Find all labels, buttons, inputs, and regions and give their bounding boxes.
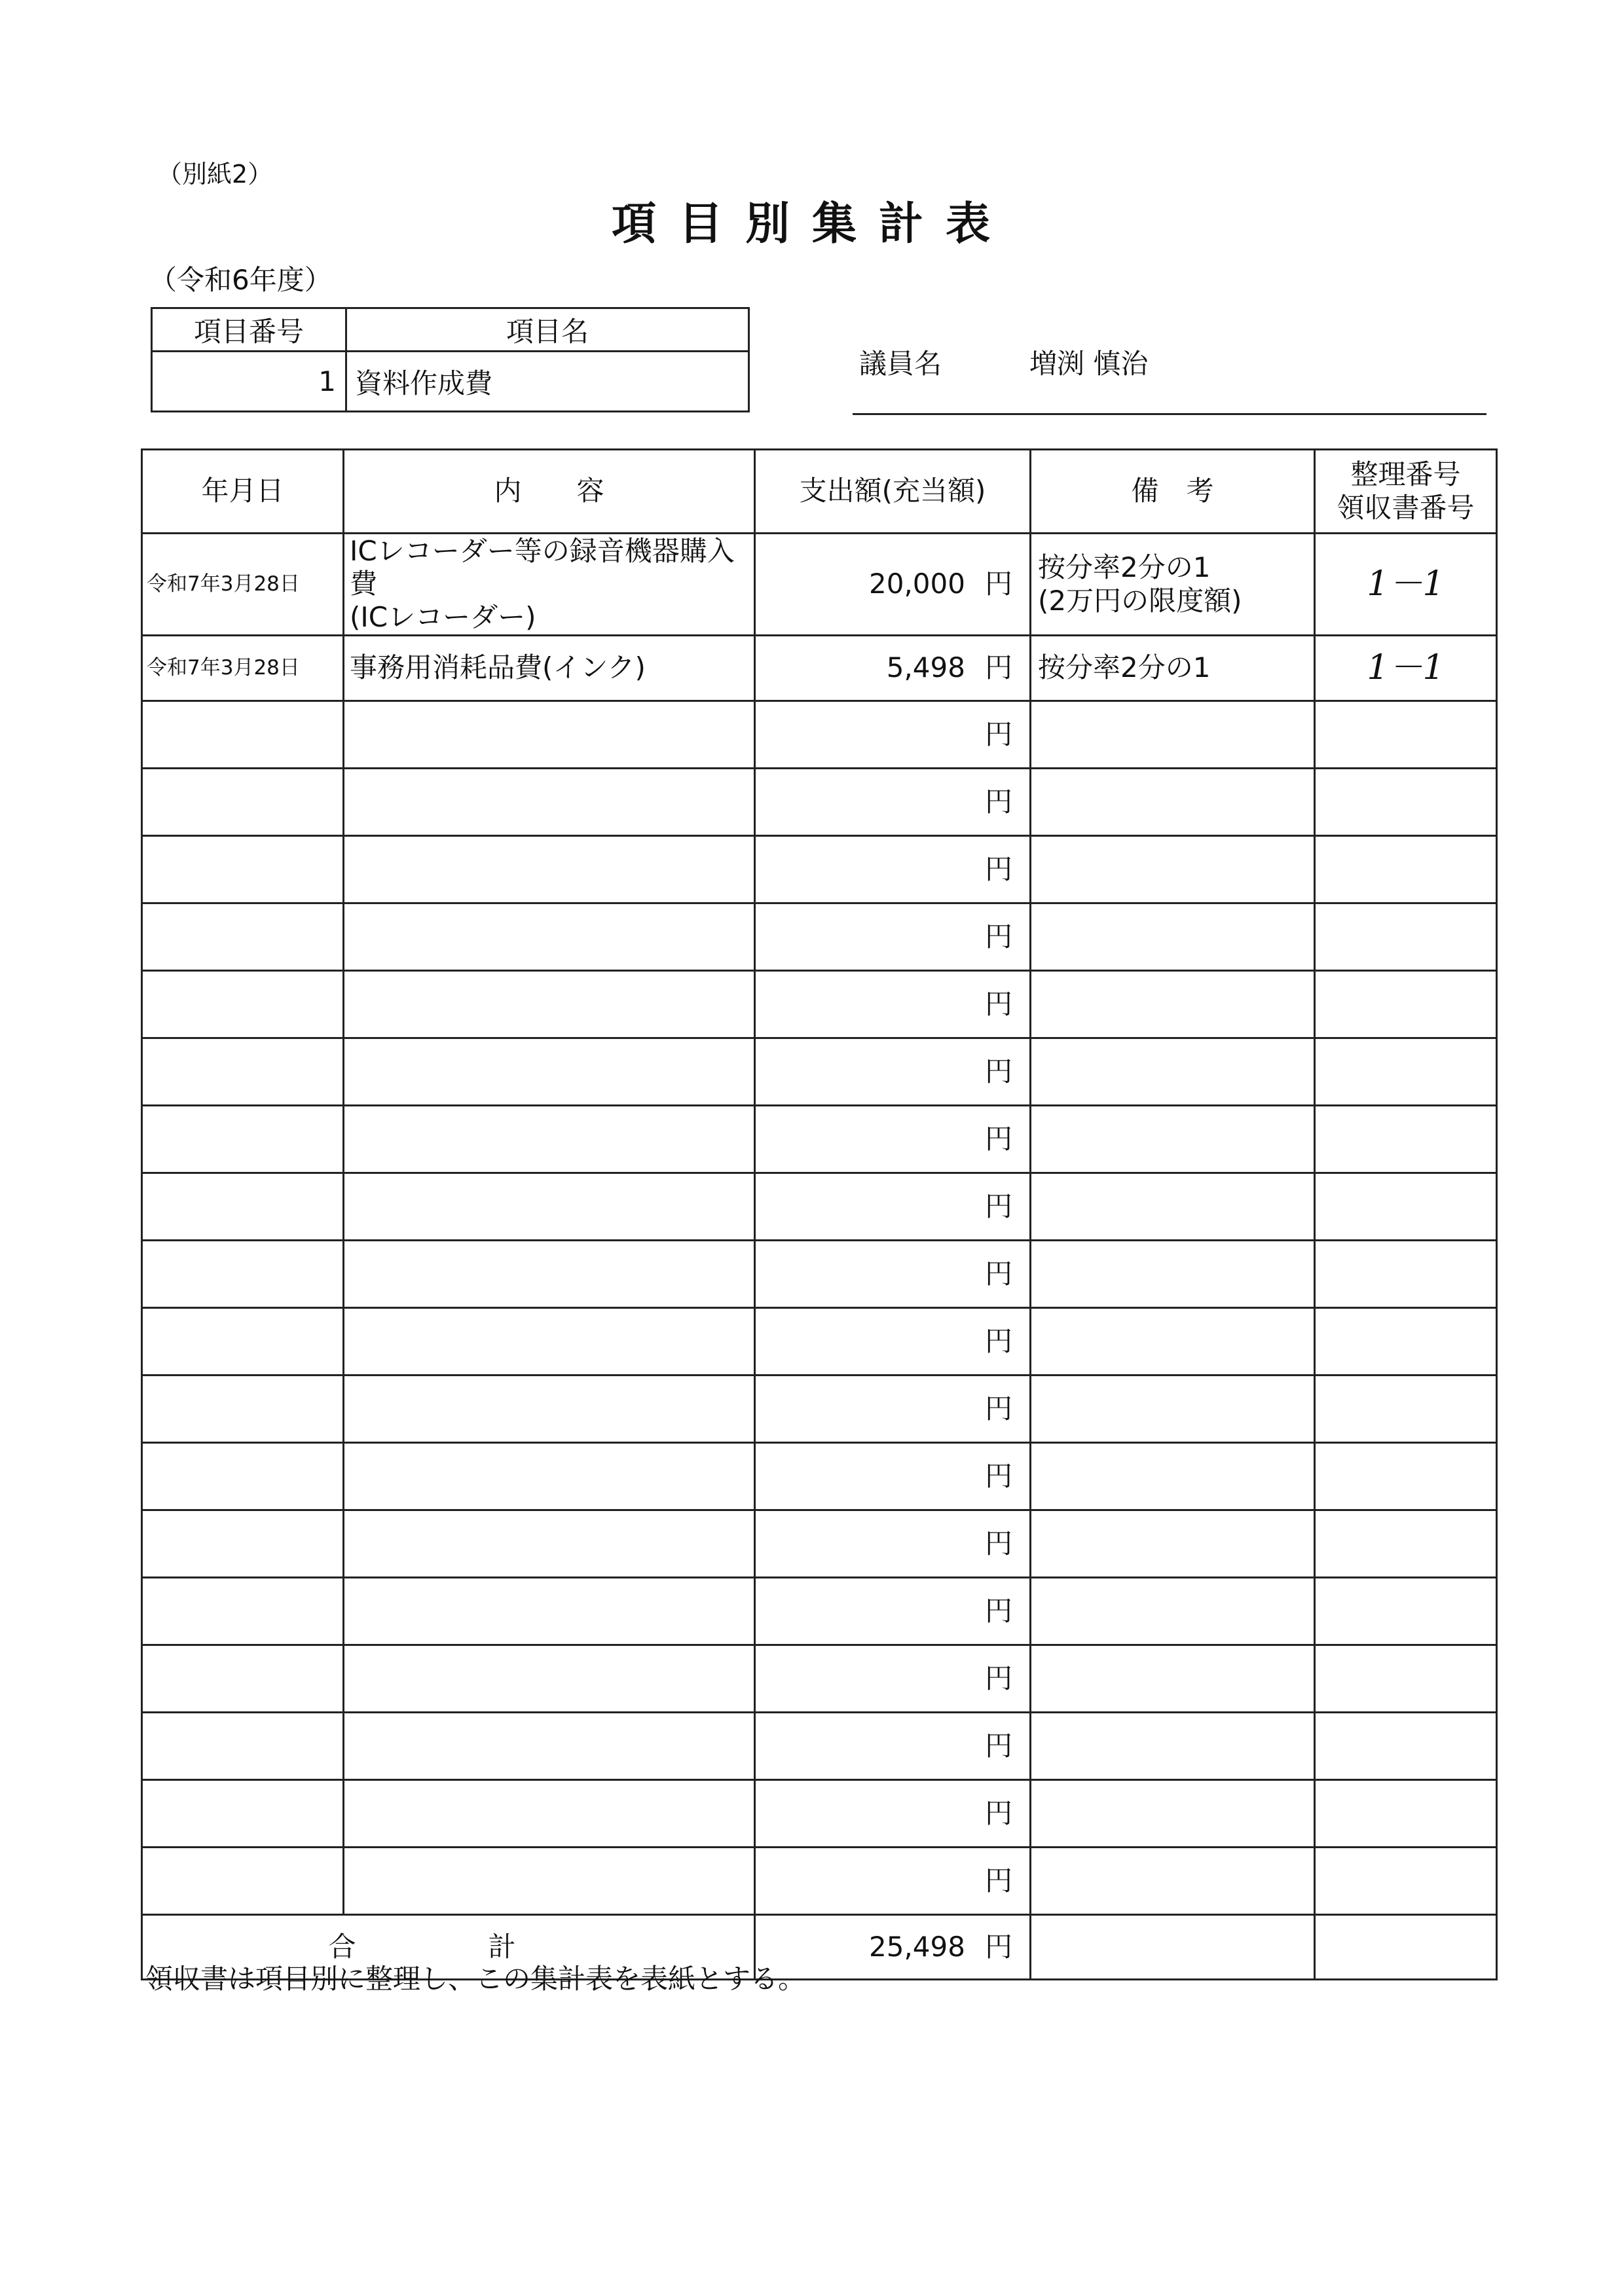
row-amount [755, 903, 1031, 971]
fiscal-year: （令和6年度） [149, 264, 332, 296]
row-description [344, 1173, 755, 1241]
row-amount [755, 1510, 1031, 1578]
row-date [142, 769, 344, 836]
row-description [344, 1308, 755, 1376]
row-note [1031, 1308, 1315, 1376]
row-note [1031, 701, 1315, 769]
row-date [142, 1038, 344, 1106]
row-note [1031, 1780, 1315, 1848]
row-ref [1315, 971, 1497, 1038]
row-ref [1315, 1780, 1497, 1848]
row-note-line2: (2万円の限度額) [1038, 584, 1242, 617]
header-ref-line2: 領収書番号 [1337, 491, 1475, 524]
row-amount [755, 1780, 1031, 1848]
row-ref [1315, 1645, 1497, 1713]
row-ref [1315, 1578, 1497, 1645]
row-description [344, 1510, 755, 1578]
empty-row [142, 1645, 1497, 1713]
row-date [142, 1106, 344, 1173]
footnote: 領収書は項目別に整理し、この集計表を表紙とする。 [145, 1963, 806, 1995]
empty-row [142, 1713, 1497, 1780]
row-description [344, 1578, 755, 1645]
page-title: 項目別集計表 [611, 198, 1012, 250]
row-ref [1315, 1106, 1497, 1173]
empty-row [142, 1173, 1497, 1241]
row-amount [755, 1443, 1031, 1510]
row-note [1031, 1510, 1315, 1578]
row-note [1031, 1376, 1315, 1443]
yen-unit: 円 [984, 1324, 1012, 1357]
row-amount [755, 1106, 1031, 1173]
row-ref [1315, 769, 1497, 836]
header-ref-line1: 整理番号 [1350, 458, 1461, 491]
row-note [1031, 1241, 1315, 1308]
row-ref [1315, 1376, 1497, 1443]
header-description: 内 容 [344, 450, 755, 534]
row-ref [1315, 1173, 1497, 1241]
item-no-header: 項目番号 [193, 315, 304, 348]
row-amount [755, 1173, 1031, 1241]
empty-row [142, 1038, 1497, 1106]
row-date [142, 701, 344, 769]
row-note [1031, 1578, 1315, 1645]
item-name-header: 項目名 [506, 315, 589, 348]
empty-row [142, 1376, 1497, 1443]
row-amount [755, 1241, 1031, 1308]
member-name: 増渕 慎治 [1029, 348, 1149, 380]
row-note [1031, 1173, 1315, 1241]
yen-unit: 円 [984, 1527, 1012, 1559]
row-ref [1315, 1308, 1497, 1376]
row-amount [755, 534, 1031, 636]
row-description-line1: ICレコーダー等の録音機器購入費 [350, 535, 735, 600]
item-box [151, 307, 750, 412]
header-ref [1315, 450, 1497, 534]
total-amount-value: 25,498 [869, 1930, 965, 1963]
row-ref [1315, 836, 1497, 903]
row-description [344, 1106, 755, 1173]
table-row [142, 636, 1497, 701]
row-amount-value: 5,498 [886, 651, 965, 684]
row-amount [755, 971, 1031, 1038]
empty-row [142, 1578, 1497, 1645]
empty-row [142, 1510, 1497, 1578]
row-ref [1315, 1510, 1497, 1578]
row-ref [1315, 1443, 1497, 1510]
row-description [344, 1443, 755, 1510]
row-description [344, 1645, 755, 1713]
row-description [344, 1780, 755, 1848]
row-amount [755, 836, 1031, 903]
row-date [142, 1443, 344, 1510]
empty-row [142, 769, 1497, 836]
row-amount [755, 1848, 1031, 1915]
row-date [142, 1510, 344, 1578]
row-description [344, 1038, 755, 1106]
row-ref [1315, 1241, 1497, 1308]
yen-unit: 円 [984, 1122, 1012, 1155]
yen-unit: 円 [984, 1864, 1012, 1897]
row-ref: 1－1 [1315, 534, 1497, 636]
row-date [142, 1308, 344, 1376]
header-amount: 支出額(充当額) [755, 450, 1031, 534]
row-description [344, 1241, 755, 1308]
row-note [1031, 1848, 1315, 1915]
yen-unit: 円 [984, 920, 1012, 953]
header-date: 年月日 [142, 450, 344, 534]
row-note [1031, 1645, 1315, 1713]
table-header-row [142, 450, 1497, 534]
row-note [1031, 1106, 1315, 1173]
row-amount [755, 769, 1031, 836]
row-date [142, 1645, 344, 1713]
row-description [344, 701, 755, 769]
row-description-line2: (ICレコーダー) [350, 600, 536, 633]
yen-unit: 円 [984, 785, 1012, 818]
member-underline [853, 413, 1486, 415]
row-ref: 1－1 [1315, 636, 1497, 701]
yen-unit: 円 [984, 1594, 1012, 1627]
total-label: 合 計 [142, 1915, 755, 1980]
row-date [142, 971, 344, 1038]
yen-unit: 円 [984, 1459, 1012, 1492]
total-note [1031, 1915, 1315, 1980]
row-description [344, 769, 755, 836]
row-description [344, 1376, 755, 1443]
annex-label: （別紙2） [157, 160, 273, 189]
row-date [142, 1173, 344, 1241]
row-description [344, 903, 755, 971]
empty-row [142, 1443, 1497, 1510]
yen-unit: 円 [984, 718, 1012, 750]
row-note-line1: 按分率2分の1 [1038, 551, 1211, 584]
row-note [1031, 903, 1315, 971]
yen-unit: 円 [984, 987, 1012, 1020]
empty-row [142, 701, 1497, 769]
yen-unit: 円 [984, 1190, 1012, 1222]
row-description [344, 1713, 755, 1780]
row-date: 令和7年3月28日 [142, 534, 344, 636]
yen-unit: 円 [984, 651, 1012, 684]
row-date [142, 1376, 344, 1443]
row-description [344, 836, 755, 903]
empty-row [142, 971, 1497, 1038]
row-date [142, 903, 344, 971]
row-date: 令和7年3月28日 [142, 636, 344, 701]
row-amount [755, 1308, 1031, 1376]
row-amount [755, 1713, 1031, 1780]
total-ref [1315, 1915, 1497, 1980]
empty-row [142, 1106, 1497, 1173]
row-amount [755, 1376, 1031, 1443]
empty-row [142, 1848, 1497, 1915]
row-ref [1315, 701, 1497, 769]
row-description [344, 971, 755, 1038]
yen-unit: 円 [984, 1392, 1012, 1425]
yen-unit: 円 [984, 1796, 1012, 1829]
row-date [142, 1848, 344, 1915]
row-ref [1315, 903, 1497, 971]
table-row [142, 534, 1497, 636]
yen-unit: 円 [984, 568, 1012, 600]
row-note [1031, 836, 1315, 903]
row-amount-value: 20,000 [869, 568, 965, 600]
header-note: 備 考 [1031, 450, 1315, 534]
row-ref [1315, 1038, 1497, 1106]
row-date [142, 1578, 344, 1645]
row-description: 事務用消耗品費(インク) [344, 636, 755, 701]
row-date [142, 836, 344, 903]
row-description [344, 534, 755, 636]
expense-table [141, 448, 1498, 1980]
row-amount [755, 1578, 1031, 1645]
empty-row [142, 836, 1497, 903]
yen-unit: 円 [984, 1729, 1012, 1762]
member-label: 議員名 [859, 348, 942, 380]
yen-unit: 円 [984, 1930, 1012, 1963]
row-amount [755, 701, 1031, 769]
row-note [1031, 971, 1315, 1038]
yen-unit: 円 [984, 1257, 1012, 1290]
empty-row [142, 1780, 1497, 1848]
empty-row [142, 1308, 1497, 1376]
item-no-value: 1 [318, 365, 336, 397]
row-date [142, 1713, 344, 1780]
empty-row [142, 903, 1497, 971]
row-ref [1315, 1848, 1497, 1915]
row-note [1031, 534, 1315, 636]
yen-unit: 円 [984, 1662, 1012, 1694]
row-note [1031, 769, 1315, 836]
row-amount [755, 636, 1031, 701]
row-date [142, 1780, 344, 1848]
row-amount [755, 1645, 1031, 1713]
row-ref [1315, 1713, 1497, 1780]
row-note [1031, 1443, 1315, 1510]
row-date [142, 1241, 344, 1308]
row-description [344, 1848, 755, 1915]
yen-unit: 円 [984, 1055, 1012, 1087]
row-amount [755, 1038, 1031, 1106]
item-name-value: 資料作成費 [355, 367, 493, 399]
row-note: 按分率2分の1 [1031, 636, 1315, 701]
row-note [1031, 1038, 1315, 1106]
row-note [1031, 1713, 1315, 1780]
yen-unit: 円 [984, 852, 1012, 885]
empty-row [142, 1241, 1497, 1308]
